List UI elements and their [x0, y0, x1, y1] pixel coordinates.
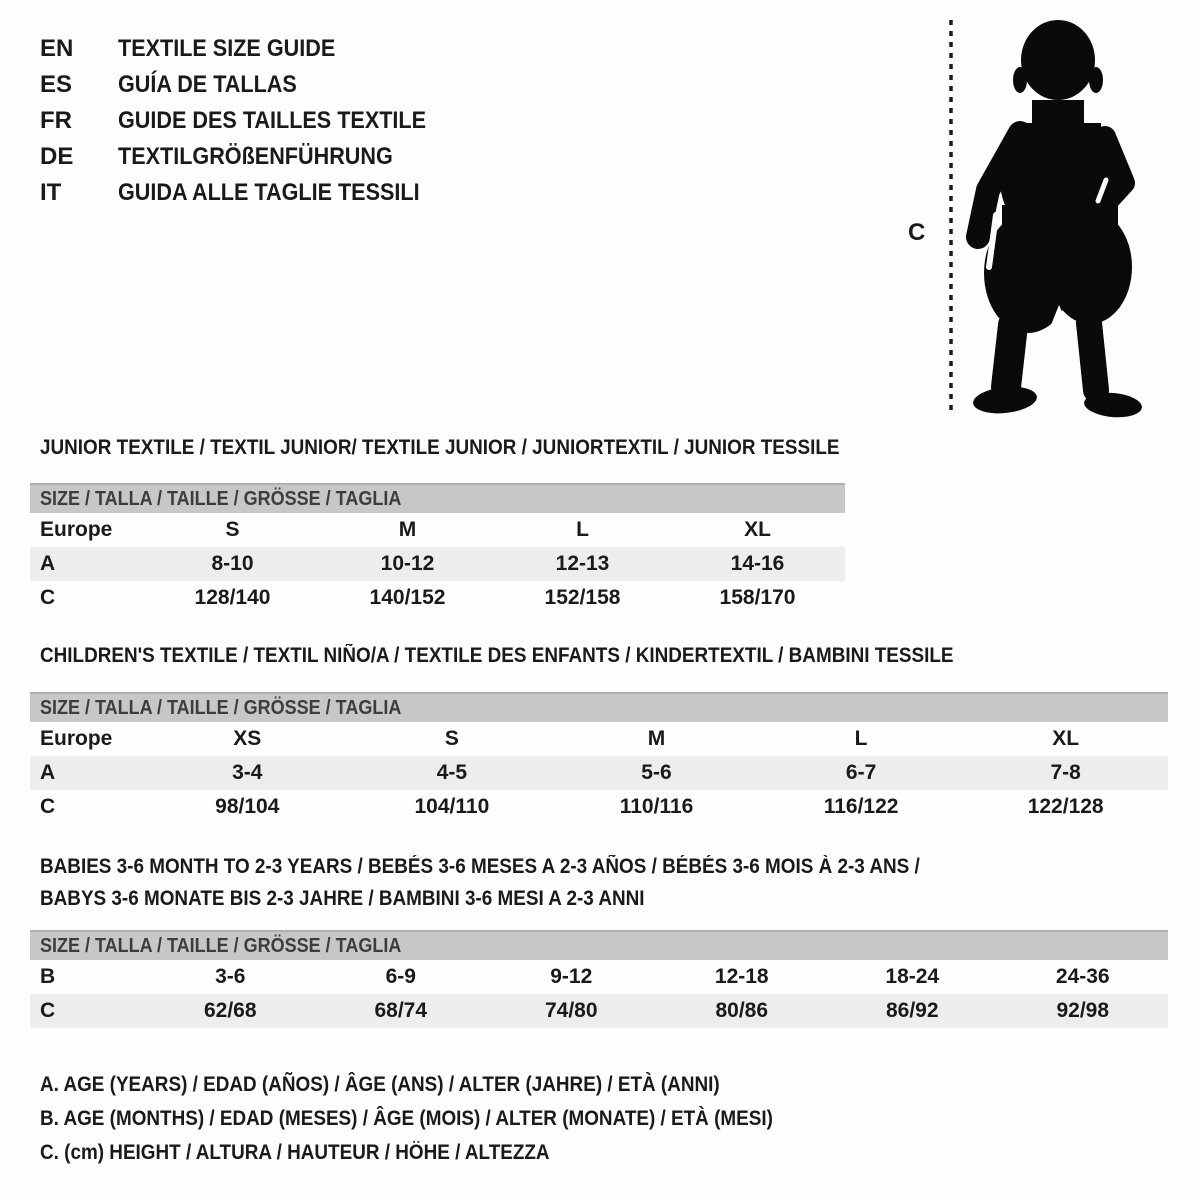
table-cell: 104/110: [414, 795, 490, 818]
table-cell: 10-12: [380, 552, 435, 575]
language-code: DE: [40, 143, 74, 170]
babies-title-line1: BABIES 3-6 MONTH TO 2-3 YEARS / BEBÉS 3-6 MESES A 2-3 AÑOS / BÉBÉS 3-6 MOIS À 2-3 ANS /: [40, 855, 920, 878]
children-section-title: CHILDREN'S TEXTILE / TEXTIL NIÑO/A / TEXTILE DES ENFANTS / KINDERTEXTIL / BAMBINI TESSILE: [40, 644, 954, 667]
size-header-text: SIZE / TALLA / TAILLE / GRÖSSE / TAGLIA: [40, 934, 402, 957]
table-cell: 6-7: [845, 761, 877, 784]
language-code: ES: [40, 71, 73, 98]
table-cell: 98/104: [215, 795, 280, 818]
table-row: [30, 581, 845, 615]
guide-title-fr: GUIDE DES TAILLES TEXTILE: [118, 107, 427, 134]
table-cell: XL: [744, 518, 771, 541]
table-cell: 8-10: [211, 552, 254, 575]
size-header-text: SIZE / TALLA / TAILLE / GRÖSSE / TAGLIA: [40, 696, 402, 719]
table-cell: 86/92: [885, 999, 939, 1022]
guide-title-de: TEXTILGRÖßENFÜHRUNG: [118, 143, 393, 170]
table-cell: 7-8: [1050, 761, 1081, 784]
children-size-table: [30, 692, 1168, 824]
table-cell: 14-16: [730, 552, 785, 575]
table-cell: 3-4: [232, 761, 263, 784]
table-cell: 122/128: [1027, 795, 1104, 818]
size-header-text: SIZE / TALLA / TAILLE / GRÖSSE / TAGLIA: [40, 487, 402, 510]
table-row: [30, 960, 1168, 994]
language-code: IT: [40, 179, 62, 206]
legend-line-b: B. AGE (MONTHS) / EDAD (MESES) / ÂGE (MOIS) / ALTER (MONATE) / ETÀ (MESI): [40, 1107, 773, 1130]
table-row: [30, 722, 1168, 756]
table-cell: 128/140: [194, 586, 271, 609]
table-cell: 12-13: [555, 552, 610, 575]
table-cell: 158/170: [719, 586, 796, 609]
table-cell: XS: [233, 727, 262, 750]
table-cell: L: [576, 518, 589, 541]
legend-line-a: A. AGE (YEARS) / EDAD (AÑOS) / ÂGE (ANS) / ALTER (JAHRE) / ETÀ (ANNI): [40, 1073, 720, 1096]
junior-section-title: JUNIOR TEXTILE / TEXTIL JUNIOR/ TEXTILE JUNIOR / JUNIORTEXTIL / JUNIOR TESSILE: [40, 436, 840, 459]
table-row: [30, 790, 1168, 824]
table-cell: 6-9: [385, 965, 416, 988]
toddler-body: [978, 20, 1132, 333]
row-label: A: [40, 761, 56, 784]
row-label: Europe: [40, 727, 113, 750]
language-row-es: [40, 67, 460, 103]
junior-size-table: [30, 483, 845, 615]
table-cell: 3-6: [215, 965, 246, 988]
language-row-fr: [40, 103, 460, 139]
row-label: C: [40, 586, 56, 609]
table-cell: 62/68: [203, 999, 257, 1022]
language-row-de: [40, 139, 460, 175]
table-cell: 24-36: [1055, 965, 1110, 988]
row-label: B: [40, 965, 56, 988]
table-row: [30, 994, 1168, 1028]
children-size-header-bar: [30, 692, 1168, 722]
row-label: A: [40, 552, 56, 575]
table-row: [30, 513, 845, 547]
table-cell: 4-5: [436, 761, 468, 784]
table-cell: 116/122: [823, 795, 899, 818]
babies-section-title: [40, 851, 1018, 915]
row-label: C: [40, 795, 56, 818]
babies-size-header-bar: [30, 930, 1168, 960]
table-cell: 68/74: [374, 999, 428, 1022]
table-cell: 80/86: [715, 999, 769, 1022]
table-cell: S: [444, 727, 459, 750]
guide-title-it: GUIDA ALLE TAGLIE TESSILI: [118, 179, 420, 206]
row-label: Europe: [40, 518, 113, 541]
babies-title-line2: BABYS 3-6 MONATE BIS 2-3 JAHRE / BAMBINI 3-6 MESI A 2-3 ANNI: [40, 887, 645, 910]
measure-legend: [40, 1068, 854, 1170]
table-cell: 74/80: [544, 999, 598, 1022]
legend-line-c: C. (cm) HEIGHT / ALTURA / HAUTEUR / HÖHE / ALTEZZA: [40, 1141, 550, 1164]
junior-size-header-bar: [30, 483, 845, 513]
table-cell: 152/158: [544, 586, 621, 609]
language-code: FR: [40, 107, 72, 134]
table-cell: M: [398, 518, 417, 541]
table-cell: 18-24: [885, 965, 940, 988]
table-cell: L: [854, 727, 868, 750]
guide-title-en: TEXTILE SIZE GUIDE: [118, 35, 336, 62]
guide-title-es: GUÍA DE TALLAS: [118, 71, 297, 98]
height-measure-label: C: [908, 219, 926, 246]
table-cell: 9-12: [550, 965, 593, 988]
table-cell: 12-18: [714, 965, 769, 988]
table-cell: S: [225, 518, 240, 541]
table-cell: M: [647, 727, 666, 750]
babies-size-table: [30, 930, 1168, 1028]
table-cell: 92/98: [1056, 999, 1110, 1022]
table-cell: 5-6: [641, 761, 672, 784]
language-row-it: [40, 175, 460, 211]
language-row-en: [40, 31, 460, 67]
row-label: C: [40, 999, 56, 1022]
table-cell: XL: [1052, 727, 1080, 750]
title-language-list: [40, 31, 460, 211]
table-row: [30, 547, 845, 581]
table-row: [30, 756, 1168, 790]
table-cell: 110/116: [619, 795, 694, 818]
toddler-silhouette-graphic: [940, 15, 1150, 425]
language-code: EN: [40, 35, 74, 62]
table-cell: 140/152: [369, 586, 446, 609]
